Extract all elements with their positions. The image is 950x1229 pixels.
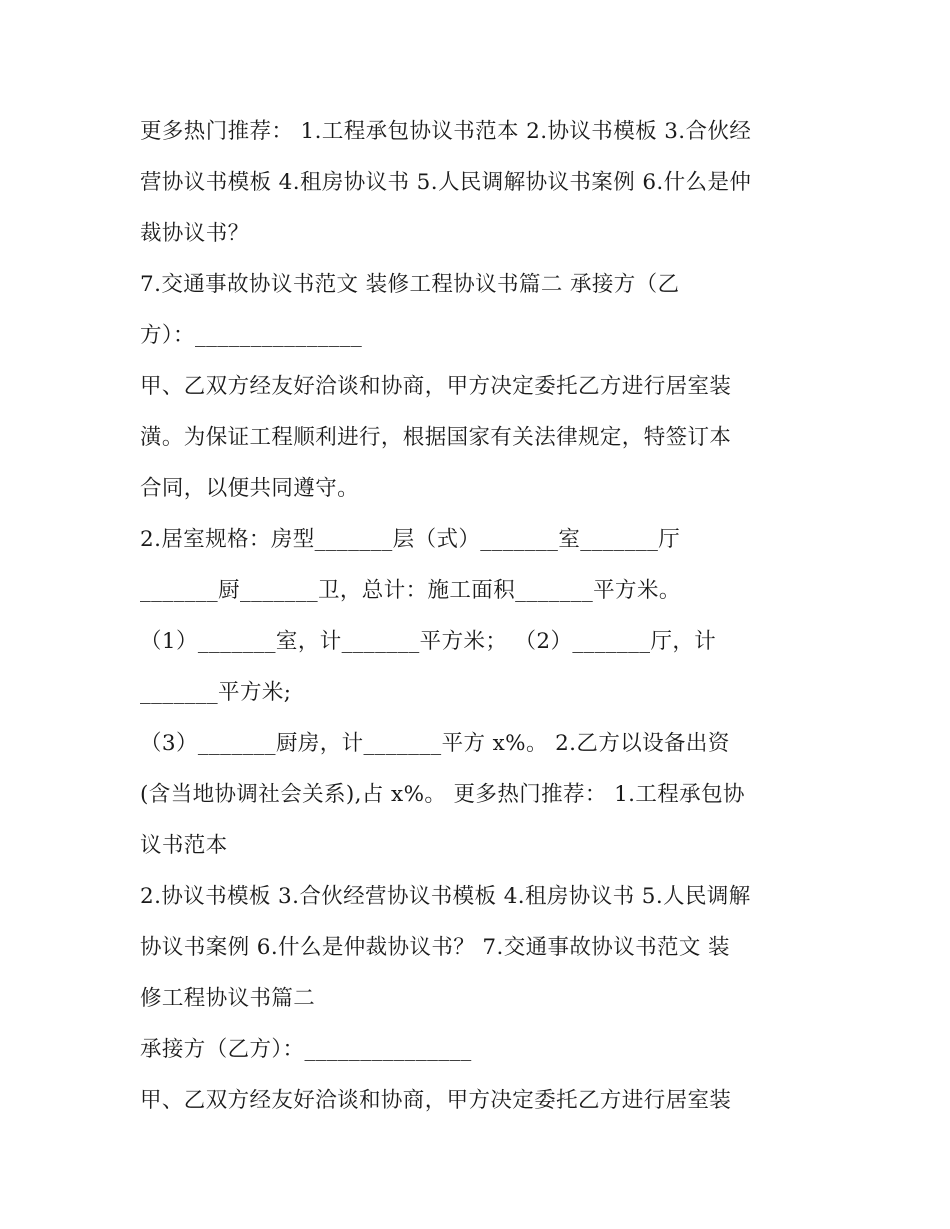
text-line: 修工程协议书篇二: [140, 986, 316, 1011]
text-line: 营协议书模板 4.租房协议书 5.人民调解协议书案例 6.什么是仲: [140, 170, 752, 195]
text-line: 议书范本: [140, 833, 228, 858]
document-body: [140, 106, 820, 1126]
text-line: 协议书案例 6.什么是仲裁协议书？ 7.交通事故协议书范文 装: [140, 935, 730, 960]
text-line: 合同，以便共同遵守。: [140, 476, 360, 501]
text-line: 2.居室规格：房型_______层（式）_______室_______厅: [140, 527, 681, 552]
text-line: 更多热门推荐： 1.工程承包协议书范本 2.协议书模板 3.合伙经: [140, 119, 752, 144]
text-line: _______厨_______卫，总计：施工面积_______平方米。: [140, 578, 681, 603]
text-line: _______平方米;: [140, 680, 292, 705]
text-line: 方）：_______________: [140, 323, 363, 348]
text-line: 裁协议书？: [140, 221, 250, 246]
text-line: (含当地协调社会关系),占 x%。 更多热门推荐： 1.工程承包协: [140, 782, 745, 807]
text-line: 7.交通事故协议书范文 装修工程协议书篇二 承接方（乙: [140, 272, 680, 297]
text-line: （3）_______厨房，计_______平方 x%。 2.乙方以设备出资: [140, 731, 730, 756]
text-line: （1）_______室，计_______平方米； （2）_______厅，计: [140, 629, 717, 654]
text-line: 潢。为保证工程顺利进行，根据国家有关法律规定，特签订本: [140, 425, 732, 450]
text-line: 甲、乙双方经友好洽谈和协商，甲方决定委托乙方进行居室装: [140, 374, 732, 399]
text-line: 承接方（乙方）：_______________: [140, 1037, 472, 1062]
text-line: 2.协议书模板 3.合伙经营协议书模板 4.租房协议书 5.人民调解: [140, 884, 751, 909]
text-line: 甲、乙双方经友好洽谈和协商，甲方决定委托乙方进行居室装: [140, 1088, 732, 1113]
